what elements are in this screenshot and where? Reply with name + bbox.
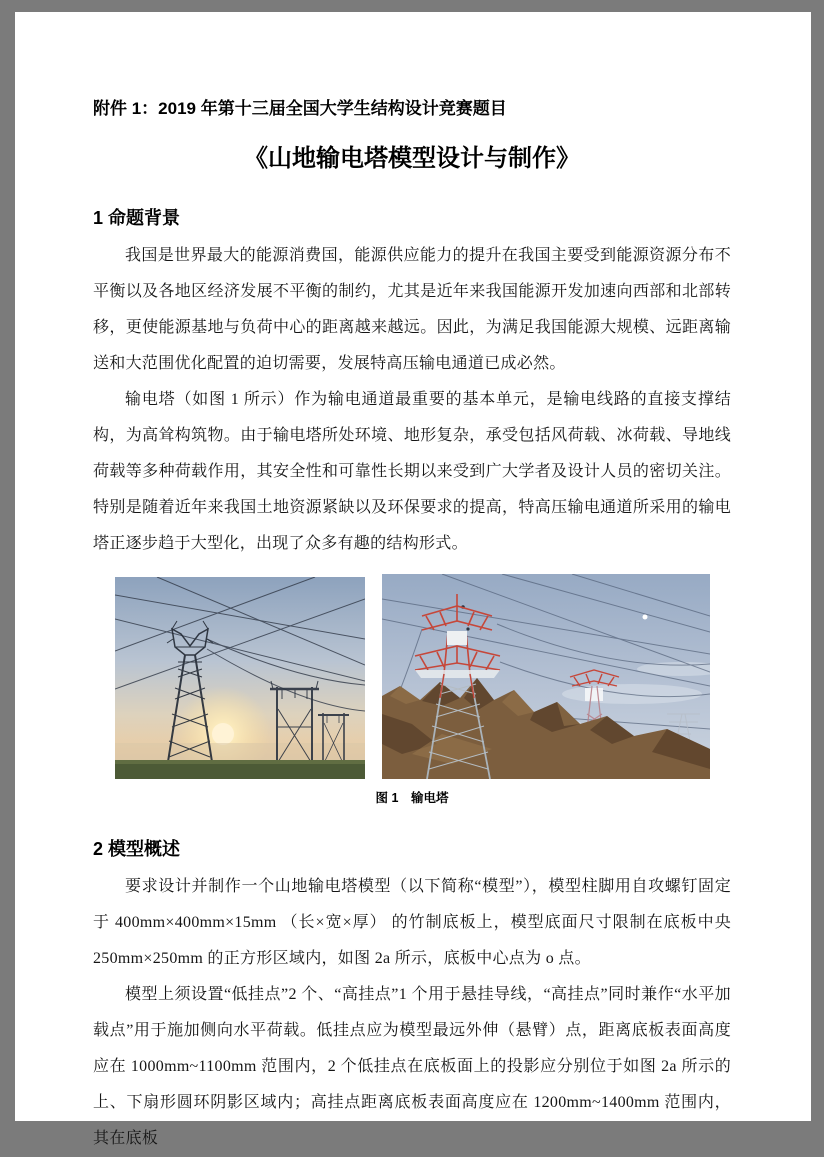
bird-dot-2	[466, 627, 469, 630]
bright-dot	[642, 615, 647, 620]
document-page	[15, 12, 811, 1147]
figure-1	[93, 574, 731, 779]
grass-highlight	[115, 760, 365, 764]
photo-towers-mountain	[382, 574, 710, 779]
section-heading-1: 1 命题背景	[93, 208, 181, 228]
attachment-heading: 附件 1：2019 年第十三届全国大学生结构设计竞赛题目	[93, 99, 507, 118]
figure-1-caption: 图 1 输电塔	[375, 791, 449, 805]
horizon-haze	[115, 743, 365, 761]
paragraph-model-2: 模型上须设置“低挂点”2 个、“高挂点”1 个用于悬挂导线，“高挂点”同时兼作“水平加载点”用于施加侧向水平荷载。低挂点应为模型最远外伸（悬臂）点，距离底板表面高度应在 1000mm~1100mm 范围内，2 个低挂点在底板面上的投影应分别位于如图 2a 所示的上、下扇形圆环阴影区域内；高挂点距离底板表面高度应在 1200mm~1400mm 范围内，其在底板	[93, 986, 731, 1147]
paragraph-model-1: 要求设计并制作一个山地输电塔模型（以下简称“模型”），模型柱脚用自攻螺钉固定于 400mm×400mm×15mm （长×宽×厚） 的竹制底板上，模型底面尺寸限制在底板中央 250mm×250mm 的正方形区域内，如图 2a 所示，底板中心点为 o 点。	[93, 878, 731, 967]
photo-towers-dusk	[115, 577, 365, 779]
paragraph-background-1: 我国是世界最大的能源消费国，能源供应能力的提升在我国主要受到能源资源分布不平衡以及各地区经济发展不平衡的制约，尤其是近年来我国能源开发加速向西部和北部转移，更使能源基地与负荷中心的距离越来越远。因此，为满足我国能源大规模、远距离输送和大范围优化配置的迫切需要，发展特高压输电通道已成必然。	[93, 247, 731, 372]
paragraph-background-2: 输电塔（如图 1 所示）作为输电通道最重要的基本单元，是输电线路的直接支撑结构，为高耸构筑物。由于输电塔所处环境、地形复杂，承受包括风荷载、冰荷载、导地线荷载等多种荷载作用，其安全性和可靠性长期以来受到广大学者及设计人员的密切关注。特别是随着近年来我国土地资源紧缺以及环保要求的提高，特高压输电通道所采用的输电塔正逐步趋于大型化，出现了众多有趣的结构形式。	[93, 391, 731, 552]
document-title: 《山地输电塔模型设计与制作》	[244, 145, 580, 172]
section-heading-2: 2 模型概述	[93, 839, 181, 859]
